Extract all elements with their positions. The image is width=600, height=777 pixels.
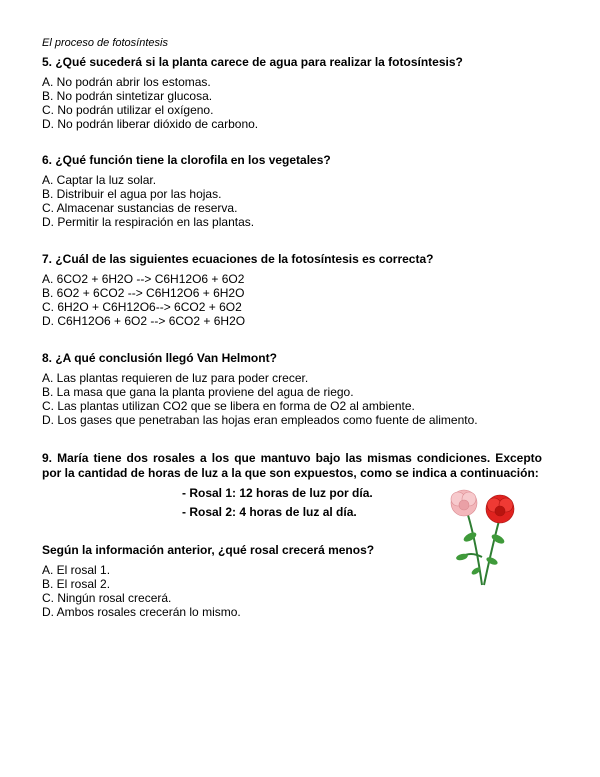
question-5-options [42,75,542,131]
option-c: C. 6H2O + C6H12O6--> 6CO2 + 6O2 [42,300,242,314]
option-a: A. No podrán abrir los estomas. [42,75,211,89]
worksheet-header: El proceso de fotosíntesis [42,37,168,49]
option-d: D. Los gases que penetraban las hojas eran empleados como fuente de alimento. [42,413,478,427]
red-rose [486,495,514,523]
question-8 [42,351,542,427]
option-a: A. El rosal 1. [42,563,111,577]
option-d: D. C6H12O6 + 6O2 --> 6CO2 + 6H2O [42,314,246,328]
option-d: D. Permitir la respiración en las plantas. [42,215,255,229]
rosal-1-condition: - Rosal 1: 12 horas de luz por día. [182,486,373,500]
question-7-title: 7. ¿Cuál de las siguientes ecuaciones de la fotosíntesis es correcta? [42,252,434,266]
option-b: B. 6O2 + 6CO2 --> C6H12O6 + 6H2O [42,286,245,300]
question-9-prompt-block [42,543,542,619]
option-b: B. Distribuir el agua por las hojas. [42,187,222,201]
question-9-title: 9. María tiene dos rosales a los que mantuvo bajo las mismas condiciones. Excepto por la cantidad de horas de luz a la que son expuestos, como se indica a continuación: [42,451,542,480]
option-c: C. Ningún rosal crecerá. [42,591,172,605]
question-6-options [42,173,542,229]
question-8-title: 8. ¿A qué conclusión llegó Van Helmont? [42,351,277,365]
option-a: A. Las plantas requieren de luz para poder crecer. [42,371,309,385]
question-7 [42,252,542,328]
option-b: B. No podrán sintetizar glucosa. [42,89,213,103]
option-a: A. Captar la luz solar. [42,173,157,187]
question-6 [42,153,542,229]
option-b: B. La masa que gana la planta proviene del agua de riego. [42,385,354,399]
question-6-title: 6. ¿Qué función tiene la clorofila en los vegetales? [42,153,331,167]
option-c: C. No podrán utilizar el oxígeno. [42,103,214,117]
question-9-options [42,563,542,619]
option-c: C. Las plantas utilizan CO2 que se libera en forma de O2 al ambiente. [42,399,415,413]
pink-rose [451,490,477,516]
rosal-2-condition: - Rosal 2: 4 horas de luz al día. [182,505,357,519]
option-d: D. No podrán liberar dióxido de carbono. [42,117,259,131]
option-d: D. Ambos rosales crecerán lo mismo. [42,605,241,619]
question-9 [42,451,542,481]
question-5 [42,55,542,131]
question-9-prompt: Según la información anterior, ¿qué rosal crecerá menos? [42,543,375,557]
question-5-title: 5. ¿Qué sucederá si la planta carece de agua para realizar la fotosíntesis? [42,55,463,69]
option-c: C. Almacenar sustancias de reserva. [42,201,238,215]
option-a: A. 6CO2 + 6H2O --> C6H12O6 + 6O2 [42,272,245,286]
option-b: B. El rosal 2. [42,577,111,591]
question-7-options [42,272,542,328]
question-8-options [42,371,542,427]
